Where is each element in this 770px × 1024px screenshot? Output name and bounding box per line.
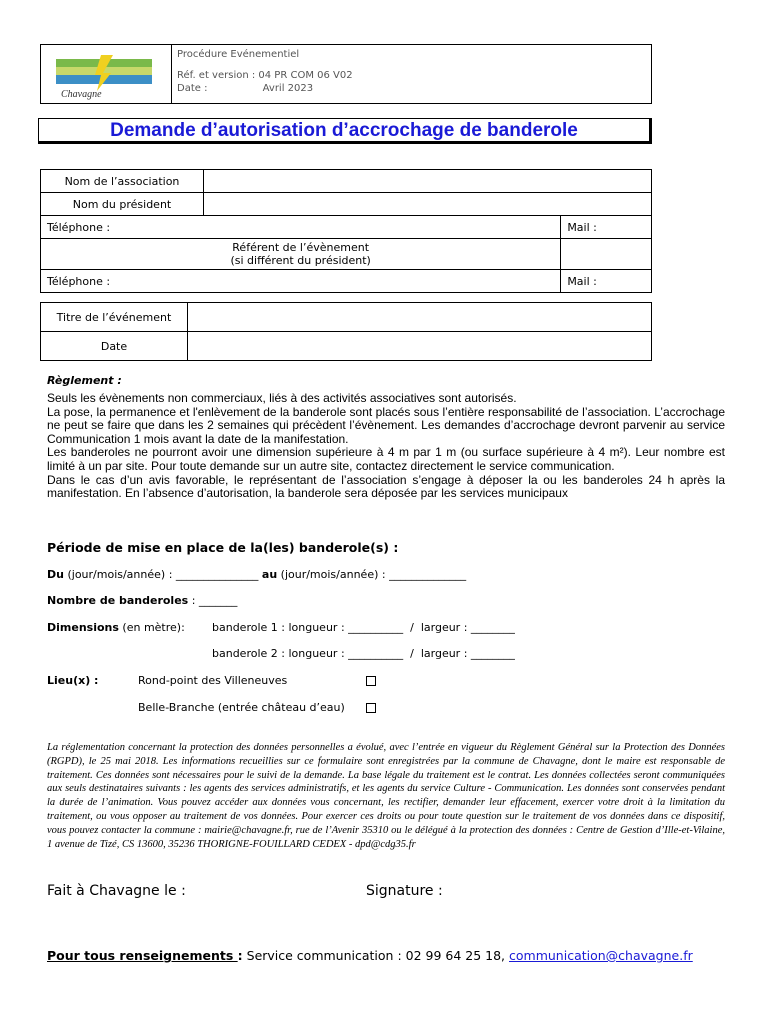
au-label: au <box>261 568 278 581</box>
president-label: Nom du président <box>41 193 204 216</box>
logo-text: Chavagne <box>61 89 102 100</box>
period-title: Période de mise en place de la(les) banderole(s) : <box>47 540 399 555</box>
chavagne-logo <box>41 45 172 103</box>
referent-label <box>41 239 561 270</box>
nombre-label: Nombre de banderoles <box>47 594 189 607</box>
event-date-label: Date <box>41 332 188 361</box>
document-header <box>40 44 652 104</box>
lieu2-label: Belle-Branche (entrée château d’eau) <box>138 701 345 714</box>
dimensions-unit: (en mètre): <box>118 621 185 634</box>
lieu1-label: Rond-point des Villeneuves <box>138 674 288 687</box>
du-field[interactable]: (jour/mois/année) : _______________ <box>63 568 262 581</box>
header-info <box>177 48 353 95</box>
lieu1-checkbox[interactable] <box>366 676 376 686</box>
event-date-input[interactable] <box>188 332 652 361</box>
footer-label: Pour tous renseignements <box>47 948 238 963</box>
contact-footer <box>47 948 693 963</box>
president-input[interactable] <box>204 193 652 216</box>
mail2-field[interactable]: Mail : <box>561 270 652 293</box>
banderole2-field[interactable]: banderole 2 : longueur : __________ / largeur : ________ <box>212 647 515 660</box>
dimensions-label-line <box>47 621 185 634</box>
lieux-label: Lieu(x) : <box>47 674 99 687</box>
du-label: Du <box>47 568 64 581</box>
rgpd-notice: La réglementation concernant la protection des données personnelles a évolué, avec l’entrée en vigueur du Règlement Général sur la Protection des Données (RGPD), le 25 mai 2018. Les informations recueillies sur ce formulaire sont enregistrées par la commune de Chavagne, dont le maire est responsable de traitement. Ces données sont nécessaires pour le suivi de la demande. La base légale du traitement est le contrat. Les données collectées seront communiquées aux seuls destinataires suivants : les agents des services administratifs, et les agents du service Culture - Communication. Les données sont conservées pendant la durée de l’animation. Vous pouvez accéder aux données vous concernant, les rectifier, demander leur effacement, exercer votre droit à la limitation du traitement, ou vous opposer au traitement de vos données. Pour exercer ces droits ou pour toute question sur le traitement de vos données dans ce dispositif, vous pouvez contacter la commune : mairie@chavagne.fr, rue de l’Avenir 35310 ou le délégué à la protection des données : Centre de Gestion d’Ille-et-Vilaine, 1 avenue de Tizé, CS 13600, 35236 THORIGNE-FOUILLARD CEDEX - dpd@cdg35.fr <box>47 742 725 850</box>
date-row <box>177 82 353 95</box>
nombre-line[interactable] <box>47 594 237 607</box>
association-input[interactable] <box>204 170 652 193</box>
au-field[interactable]: (jour/mois/année) : ______________ <box>277 568 467 581</box>
footer-colon: : <box>237 948 243 963</box>
fait-a-label: Fait à Chavagne le : <box>47 883 186 899</box>
phone2-field[interactable]: Téléphone : <box>41 270 561 293</box>
reglement-p3: Les banderoles ne pourront avoir une dimension supérieure à 4 m par 1 m (ou surface supérieure à 4 m²). Leur nombre est limité à un par site. Pour toute demande sur un autre site, contactez directement le service communication. <box>47 445 725 473</box>
event-table <box>40 302 652 361</box>
mail-field[interactable]: Mail : <box>561 216 652 239</box>
association-table <box>40 169 652 293</box>
reglement-p2: La pose, la permanence et l'enlèvement de la banderole sont placés sous l’entière responsabilité de l’association. L’accrochage ne peut se faire que dans les 2 semaines qui précèdent l’évènement. Les demandes d’accrochage devront parvenir au service Communication 1 mois avant la date de la manifestation. <box>47 404 725 446</box>
association-label: Nom de l’association <box>41 170 204 193</box>
date-label: Date : <box>177 83 208 94</box>
reglement-p1: Seuls les évènements non commerciaux, liés à des activités associatives sont autorisés. <box>47 391 517 405</box>
reglement-p4: Dans le cas d’un avis favorable, le représentant de l’association s’engage à déposer la ou les banderoles 24 h après la manifestation. En l’absence d’autorisation, la banderole sera déposée par les services municipaux <box>47 472 725 501</box>
procedure-label: Procédure Evénementiel <box>177 49 300 60</box>
date-value: Avril 2023 <box>262 83 314 94</box>
lieu2-checkbox[interactable] <box>366 703 376 713</box>
date-range-line[interactable] <box>47 568 466 581</box>
footer-text: Service communication : 02 99 64 25 18, <box>242 948 509 963</box>
event-title-label: Titre de l’événement <box>41 303 188 332</box>
dimensions-label: Dimensions <box>47 621 119 634</box>
reference-label: Réf. et version : 04 PR COM 06 V02 <box>177 70 353 81</box>
banderole1-field[interactable]: banderole 1 : longueur : __________ / largeur : ________ <box>212 621 515 634</box>
referent-input[interactable] <box>561 239 652 270</box>
footer-email-link[interactable]: communication@chavagne.fr <box>509 948 693 963</box>
nombre-field[interactable]: : _______ <box>188 594 238 607</box>
page-title: Demande d’autorisation d’accrochage de banderole <box>38 118 652 144</box>
event-title-input[interactable] <box>188 303 652 332</box>
signature-label: Signature : <box>366 883 443 899</box>
reglement-title: Règlement : <box>47 374 122 387</box>
referent-line1: Référent de l’évènement <box>232 241 370 254</box>
referent-line2: (si différent du président) <box>230 254 371 267</box>
phone-field[interactable]: Téléphone : <box>41 216 561 239</box>
reglement-text <box>47 392 725 501</box>
